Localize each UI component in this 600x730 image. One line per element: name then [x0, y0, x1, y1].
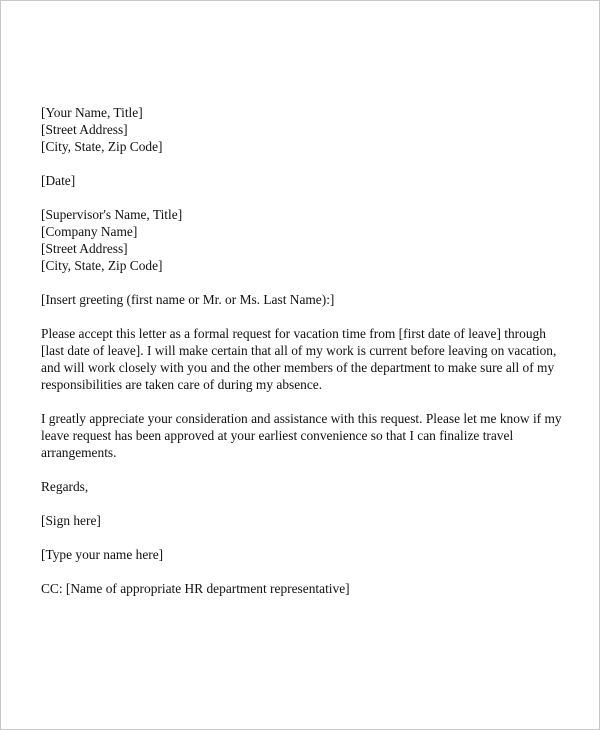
paragraph-line: leave request has been approved at your earliest convenience so that I can finalize travel [41, 428, 514, 443]
paragraph-line: [last date of leave]. I will make certain that all of my work is current before leaving on vacation, [41, 343, 557, 358]
cc-line: CC: [Name of appropriate HR department representative] [41, 581, 350, 596]
greeting: [Insert greeting (first name or Mr. or Ms. Last Name):] [41, 292, 335, 307]
paragraph-line: responsibilities are taken care of during my absence. [41, 377, 323, 392]
greeting-block [41, 291, 561, 308]
paragraph-appreciation [41, 410, 561, 461]
typed-name-block [41, 546, 561, 563]
sender-name-title: [Your Name, Title] [41, 105, 143, 120]
sender-city-state-zip: [City, State, Zip Code] [41, 139, 163, 154]
recipient-city-state-zip: [City, State, Zip Code] [41, 258, 163, 273]
letter-body [41, 104, 561, 614]
paragraph-line: Please accept this letter as a formal request for vacation time from [first date of leave] through [41, 326, 546, 341]
paragraph-line: and will work closely with you and the other members of the department to make sure all of my [41, 360, 555, 375]
typed-name-placeholder: [Type your name here] [41, 547, 164, 562]
paragraph-request [41, 325, 561, 393]
signature-block [41, 512, 561, 529]
signature-placeholder: [Sign here] [41, 513, 101, 528]
paragraph-line: arrangements. [41, 445, 117, 460]
letter-date: [Date] [41, 173, 76, 188]
recipient-company: [Company Name] [41, 224, 138, 239]
closing: Regards, [41, 479, 89, 494]
cc-block [41, 580, 561, 597]
paragraph-line: I greatly appreciate your consideration and assistance with this request. Please let me know if my [41, 411, 562, 426]
closing-block [41, 478, 561, 495]
recipient-address [41, 206, 561, 274]
recipient-street: [Street Address] [41, 241, 128, 256]
sender-street: [Street Address] [41, 122, 128, 137]
date-block [41, 172, 561, 189]
recipient-name-title: [Supervisor's Name, Title] [41, 207, 183, 222]
sender-address [41, 104, 561, 155]
